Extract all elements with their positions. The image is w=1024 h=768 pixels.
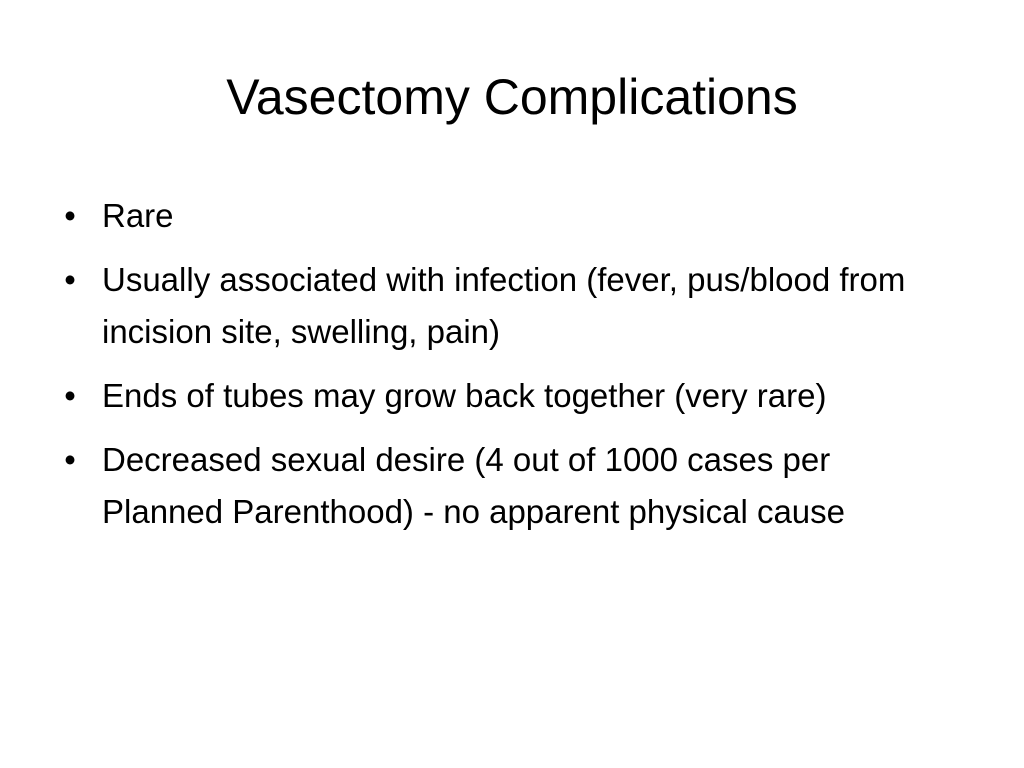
bullet-list — [58, 190, 958, 550]
bullet-icon: • — [64, 441, 76, 478]
bullet-text: Ends of tubes may grow back together (very rare) — [102, 377, 827, 414]
list-item — [58, 254, 958, 358]
bullet-icon: • — [64, 197, 76, 234]
bullet-text: Decreased sexual desire (4 out of 1000 cases per Planned Parenthood) - no apparent physical cause — [102, 441, 845, 530]
list-item — [58, 434, 958, 538]
list-item — [58, 190, 958, 242]
bullet-icon: • — [64, 261, 76, 298]
list-item — [58, 370, 958, 422]
bullet-text: Rare — [102, 197, 174, 234]
bullet-icon: • — [64, 377, 76, 414]
slide-title: Vasectomy Complications — [226, 69, 798, 125]
bullet-text: Usually associated with infection (fever, pus/blood from incision site, swelling, pain) — [102, 261, 906, 350]
